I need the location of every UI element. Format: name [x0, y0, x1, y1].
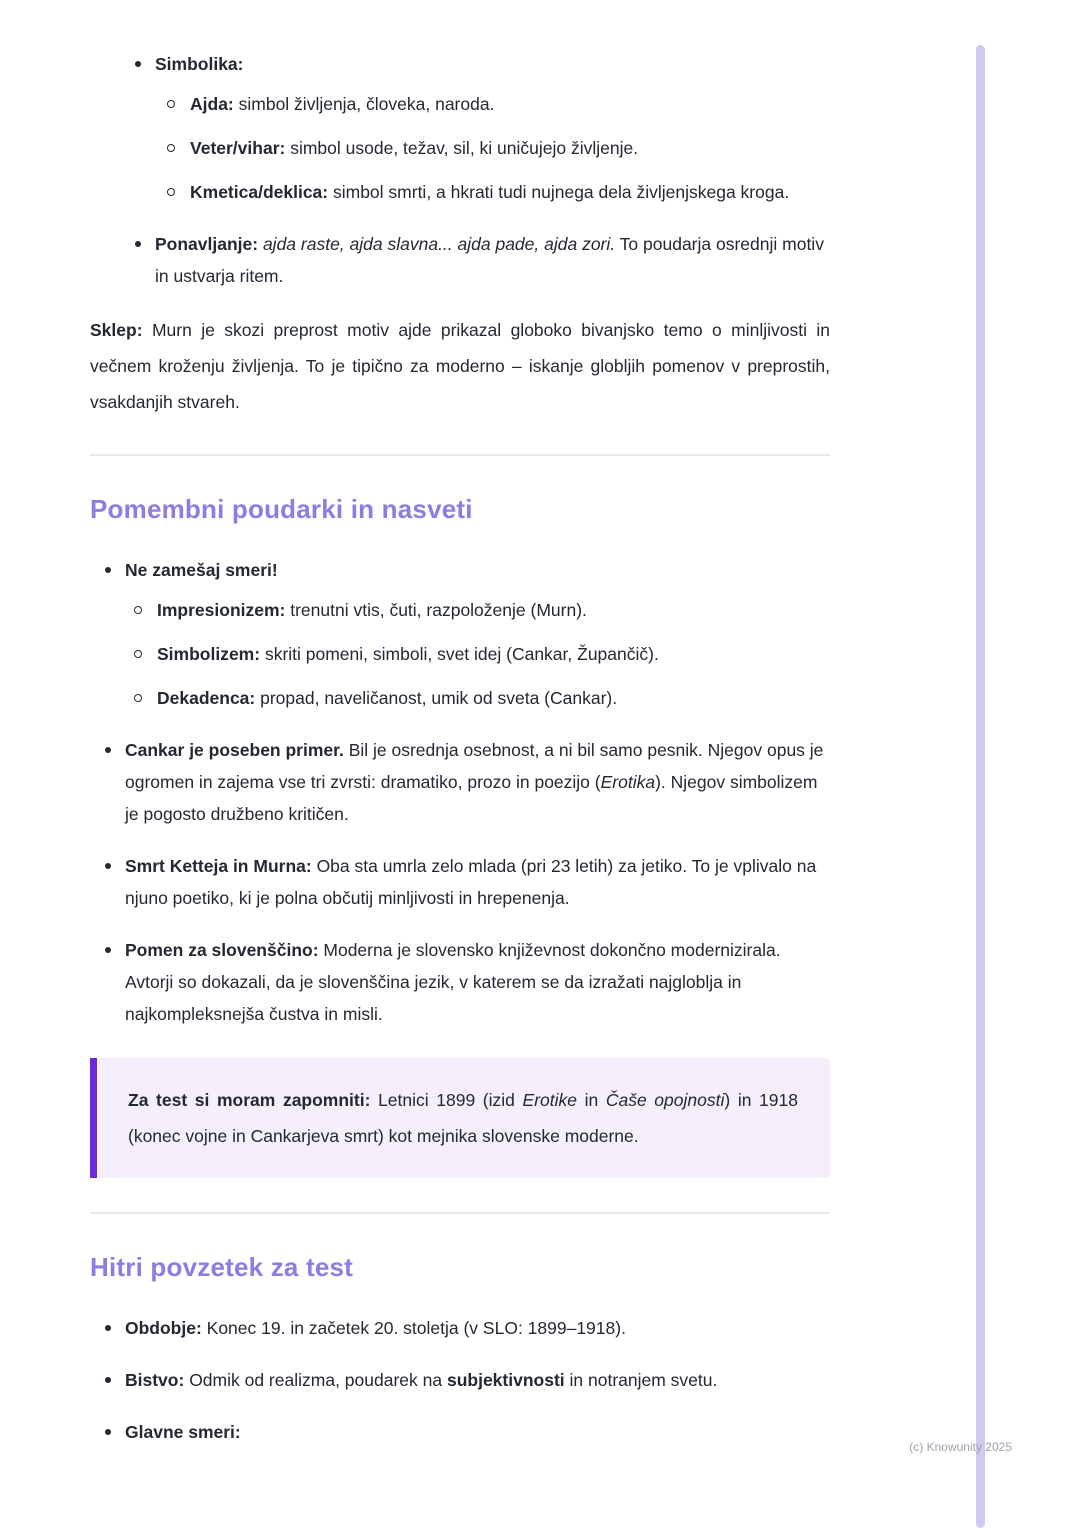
- circle-bullet-icon: [134, 650, 142, 658]
- section-divider: [90, 1212, 830, 1214]
- list-item-text: Smrt Ketteja in Murna: Oba sta umrla zelo mlada (pri 23 letih) za jetiko. To je vplivalo na njuno poetiko, ki je polna občutij minljivosti in hrepenenja.: [125, 856, 817, 908]
- list-item-text: Impresionizem: trenutni vtis, čuti, razpoloženje (Murn).: [157, 600, 587, 620]
- directions-sublist: [125, 594, 830, 714]
- symbolism-list: [90, 48, 830, 292]
- list-item-text: Veter/vihar: simbol usode, težav, sil, ki uničujejo življenje.: [190, 138, 639, 158]
- section-divider: [90, 454, 830, 456]
- list-item: [125, 594, 830, 626]
- list-item: [90, 1364, 830, 1396]
- list-item-text: Ne zamešaj smeri!: [125, 560, 278, 580]
- bullet-icon: [105, 1377, 111, 1383]
- list-item: [90, 554, 830, 714]
- footer-credit: (c) Knowunity 2025: [909, 1440, 1012, 1454]
- bullet-icon: [135, 241, 141, 247]
- bullet-icon: [135, 61, 141, 67]
- list-item-text: Glavne smeri:: [125, 1422, 241, 1442]
- list-item: [155, 132, 830, 164]
- section2-heading: Hitri povzetek za test: [90, 1252, 354, 1282]
- list-item: [125, 682, 830, 714]
- circle-bullet-icon: [167, 188, 175, 196]
- circle-bullet-icon: [134, 606, 142, 614]
- content-column: [90, 48, 830, 1468]
- bullet-icon: [105, 1429, 111, 1435]
- list-item-text: Pomen za slovenščino: Moderna je slovensko književnost dokončno modernizirala. Avtorji so dokazali, da je slovenščina jezik, v katerem se da izražati najgloblja in najkompleksnejša čustva in misli.: [125, 940, 781, 1024]
- symbolism-sublist: [155, 88, 830, 208]
- list-item-text: Kmetica/deklica: simbol smrti, a hkrati tudi nujnega dela življenjskega kroga.: [190, 182, 790, 202]
- exam-note-callout: [90, 1058, 830, 1178]
- list-item: [155, 88, 830, 120]
- circle-bullet-icon: [167, 144, 175, 152]
- list-item: [90, 934, 830, 1030]
- bullet-icon: [105, 567, 111, 573]
- bullet-icon: [105, 1325, 111, 1331]
- list-item: [90, 850, 830, 914]
- list-item: [90, 734, 830, 830]
- list-item-text: Ajda: simbol življenja, človeka, naroda.: [190, 94, 495, 114]
- section1-heading: Pomembni poudarki in nasveti: [90, 494, 473, 524]
- list-item-text: Simbolika:: [155, 54, 244, 74]
- list-item: [125, 638, 830, 670]
- list-item-text: Simbolizem: skriti pomeni, simboli, svet idej (Cankar, Župančič).: [157, 644, 659, 664]
- conclusion-paragraph: Sklep: Murn je skozi preprost motiv ajde prikazal globoko bivanjsko temo o minljivosti in večnem kroženju življenja. To je tipično za moderno – iskanje globljih pomenov v preprostih, vsakdanjih stvareh.: [90, 320, 830, 412]
- list-item: [90, 1312, 830, 1344]
- circle-bullet-icon: [134, 694, 142, 702]
- bullet-icon: [105, 863, 111, 869]
- list-item: [90, 228, 830, 292]
- list-item-text: Ponavljanje: ajda raste, ajda slavna... ajda pade, ajda zori. To poudarja osrednji motiv in ustvarja ritem.: [155, 234, 824, 286]
- list-item: [90, 48, 830, 208]
- summary-list: [90, 1312, 830, 1448]
- list-item-text: Cankar je poseben primer. Bil je osrednja osebnost, a ni bil samo pesnik. Njegov opus je ogromen in zajema vse tri zvrsti: dramatiko, prozo in poezijo (Erotika). Njegov simbolizem je pogosto družbeno kritičen.: [125, 740, 824, 824]
- list-item: [90, 1416, 830, 1448]
- list-item-text: Dekadenca: propad, naveličanost, umik od sveta (Cankar).: [157, 688, 618, 708]
- scrollbar[interactable]: [976, 45, 985, 1528]
- bullet-icon: [105, 947, 111, 953]
- callout-text: Za test si moram zapomniti: Letnici 1899 (izid Erotike in Čaše opojnosti) in 1918 (konec vojne in Cankarjeva smrt) kot mejnika slovenske moderne.: [128, 1090, 798, 1146]
- list-item-text: Bistvo: Odmik od realizma, poudarek na subjektivnosti in notranjem svetu.: [125, 1370, 718, 1390]
- list-item: [155, 176, 830, 208]
- bullet-icon: [105, 747, 111, 753]
- circle-bullet-icon: [167, 100, 175, 108]
- list-item-text: Obdobje: Konec 19. in začetek 20. stoletja (v SLO: 1899–1918).: [125, 1318, 626, 1338]
- highlights-list: [90, 554, 830, 1030]
